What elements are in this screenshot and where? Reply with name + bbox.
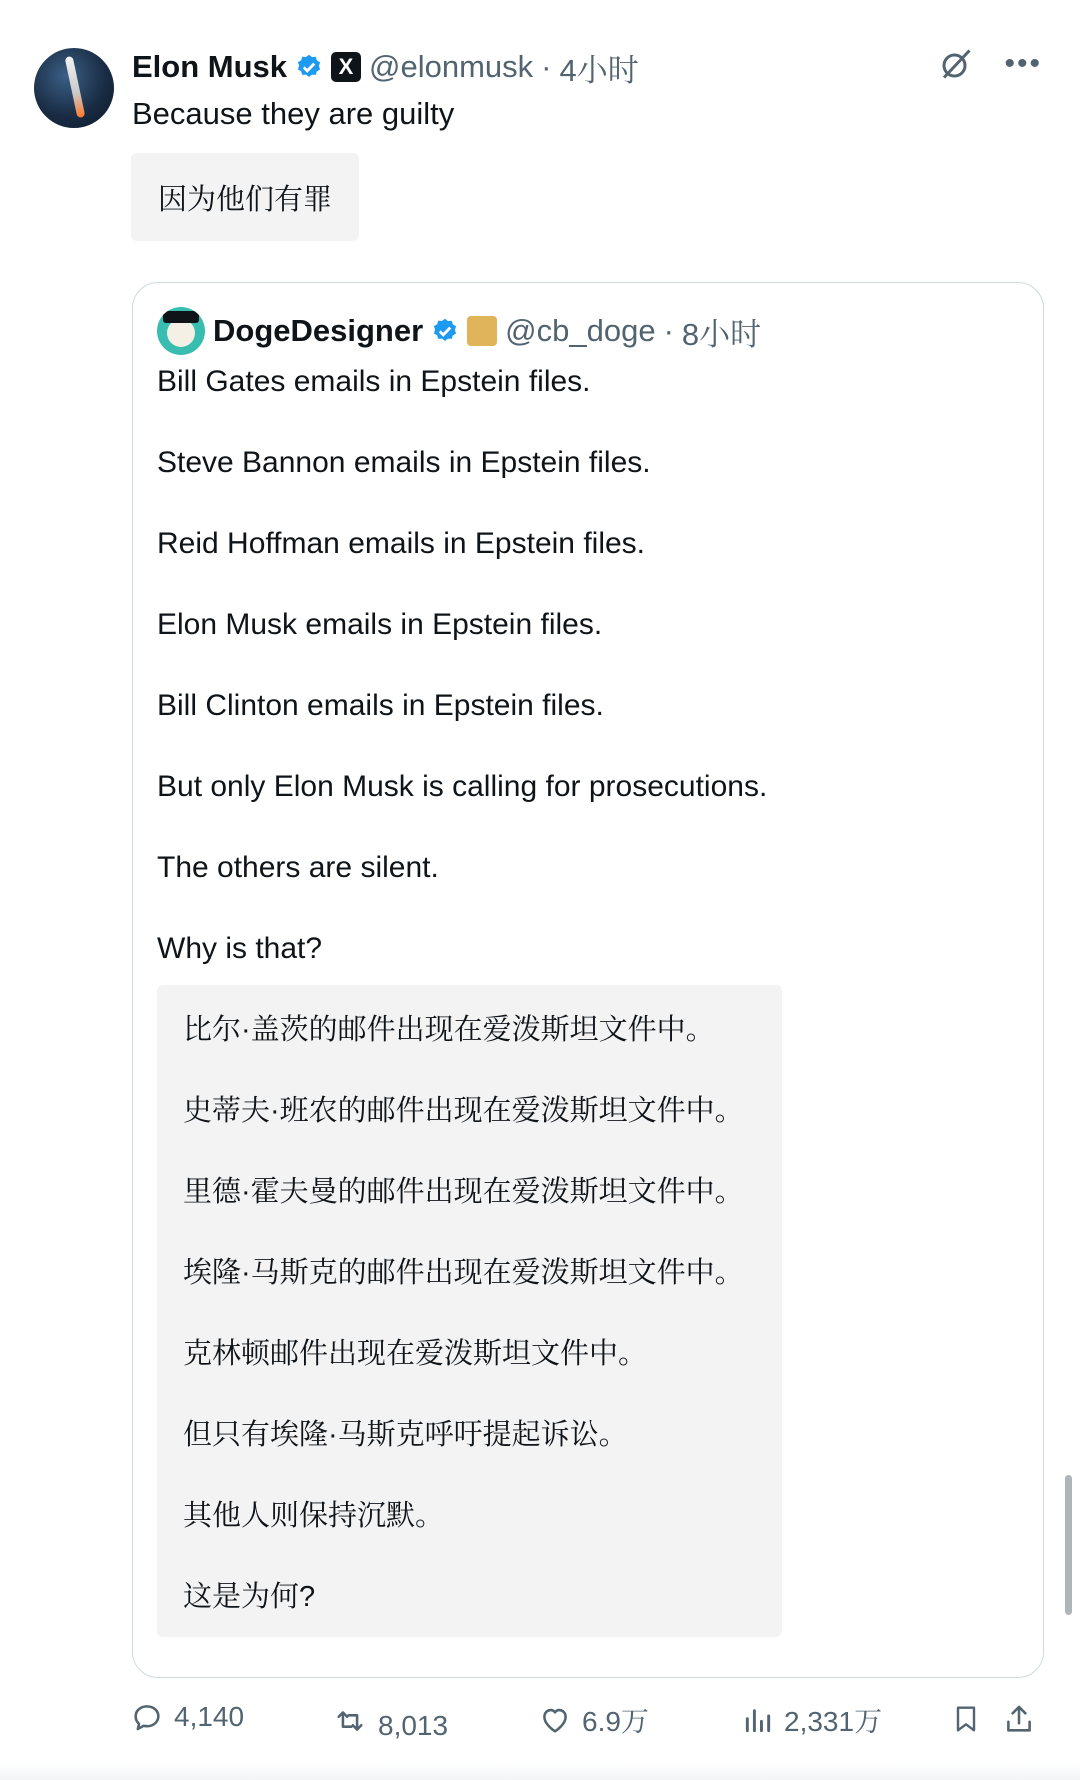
reply-icon — [130, 1700, 164, 1734]
author-avatar[interactable] — [34, 48, 114, 128]
verified-badge-icon — [431, 317, 459, 345]
tweet-text: Because they are guilty — [132, 96, 455, 131]
quoted-author-row — [157, 308, 761, 354]
separator-dot: · — [663, 313, 674, 348]
quoted-translation-line: 里德·霍夫曼的邮件出现在爱泼斯坦文件中。 — [183, 1176, 744, 1208]
author-handle[interactable]: @elonmusk — [369, 49, 534, 84]
views-icon — [742, 1704, 774, 1736]
quoted-text-line: Reid Hoffman emails in Epstein files. — [157, 527, 645, 560]
affiliate-badge-icon: X — [331, 52, 361, 82]
like-icon — [538, 1703, 572, 1737]
repost-button[interactable] — [332, 1700, 448, 1742]
quoted-translation-line: 这是为何? — [183, 1581, 316, 1613]
scrollbar[interactable] — [1065, 1475, 1072, 1615]
quoted-text-line: Steve Bannon emails in Epstein files. — [157, 446, 651, 479]
quoted-tweet-text — [157, 362, 1017, 1010]
reply-count: 4,140 — [174, 1701, 245, 1732]
quoted-text-line: The others are silent. — [157, 851, 439, 884]
quoted-text-line: Elon Musk emails in Epstein files. — [157, 608, 603, 641]
views-button[interactable] — [742, 1700, 882, 1740]
quoted-translation-line: 但只有埃隆·马斯克呼吁提起诉讼。 — [183, 1419, 628, 1451]
repost-count: 8,013 — [378, 1710, 449, 1741]
affiliate-badge-icon — [467, 316, 497, 346]
quoted-translation-line: 史蒂夫·班农的邮件出现在爱泼斯坦文件中。 — [183, 1095, 744, 1127]
quoted-text-line: Why is that? — [157, 932, 323, 965]
like-button[interactable] — [538, 1700, 649, 1740]
top-actions — [938, 46, 1042, 82]
quoted-translation-line: 其他人则保持沉默。 — [183, 1500, 445, 1532]
tweet-translation — [131, 153, 359, 241]
quoted-translation-line: 埃隆·马斯克的邮件出现在爱泼斯坦文件中。 — [183, 1257, 744, 1289]
quoted-text-line: Bill Clinton emails in Epstein files. — [157, 689, 604, 722]
quoted-post-time[interactable]: 8小时 — [681, 316, 762, 352]
tweet-translation-text: 因为他们有罪 — [157, 183, 332, 216]
share-button[interactable] — [1002, 1700, 1036, 1738]
bookmark-icon — [950, 1700, 982, 1738]
reply-button[interactable] — [130, 1700, 244, 1734]
views-count: 2,331万 — [784, 1706, 883, 1737]
bookmark-button[interactable] — [950, 1700, 982, 1738]
quoted-text-line: Bill Gates emails in Epstein files. — [157, 365, 591, 398]
grok-icon[interactable] — [938, 46, 974, 82]
quoted-author-name[interactable]: DogeDesigner — [213, 313, 424, 348]
verified-badge-icon — [295, 53, 323, 81]
repost-icon — [332, 1704, 368, 1738]
separator-dot: · — [541, 49, 552, 84]
more-icon[interactable]: ••• — [1004, 47, 1042, 80]
action-bar — [130, 1700, 1050, 1756]
author-name[interactable]: Elon Musk — [132, 49, 288, 84]
like-count: 6.9万 — [582, 1706, 649, 1737]
quoted-author-handle[interactable]: @cb_doge — [505, 313, 656, 348]
quoted-author-avatar[interactable] — [157, 307, 205, 355]
share-icon — [1002, 1700, 1036, 1738]
quoted-translation-line: 克林顿邮件出现在爱泼斯坦文件中。 — [183, 1338, 648, 1370]
author-row — [132, 44, 639, 90]
quoted-translation-box — [157, 985, 782, 1637]
bottom-fade — [0, 1762, 1080, 1780]
quoted-translation-line: 比尔·盖茨的邮件出现在爱泼斯坦文件中。 — [183, 1014, 715, 1046]
quoted-text-line: But only Elon Musk is calling for prosecutions. — [157, 770, 768, 803]
post-time[interactable]: 4小时 — [559, 52, 639, 88]
